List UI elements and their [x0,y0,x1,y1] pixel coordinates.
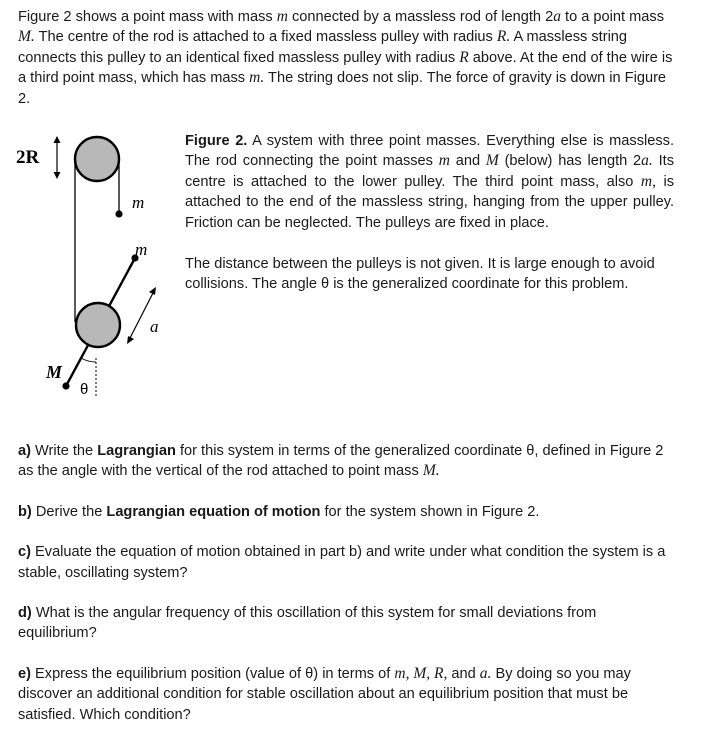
question-b-text-1: Derive the [31,503,107,520]
question-e-label: e) [18,665,31,682]
var-m: m [276,8,288,25]
dimension-2R-arrow-up [54,136,61,143]
hanging-mass [115,210,122,217]
caption-var-m: m [438,152,450,170]
label-m-rod: m [135,240,148,259]
label-a: a [150,317,159,336]
var-R-2: R [459,48,469,66]
caption-var-M: M [485,152,499,170]
dimension-2R-arrow-down [54,172,61,179]
questions-list [18,441,674,745]
intro-text-4: The centre of the rod is attached to a fixed massless pulley with radius [34,29,497,46]
question-b-text-2: for the system shown in Figure 2. [320,503,540,520]
question-a-text-2: for this system in terms of the generalized coordinate θ, defined in Figure 2 as the angle with the vertical of the rod attached to point mass [18,443,664,480]
rod-mass-M [62,382,69,389]
caption-text-1: A system with three point masses. Everything else is massless. The rod connecting the point masses [185,133,675,170]
question-c [18,542,674,583]
figure-caption [185,131,674,233]
upper-pulley [75,137,119,181]
var-R: R. [496,28,511,46]
question-d-text: What is the angular frequency of this oscillation of this system for small deviations from equilibrium? [18,605,597,642]
question-c-label: c) [18,544,31,561]
intro-text-3: to a point mass [560,9,664,25]
caption-text-5: is attached to the end of the massless string, hanging from the upper pulley. Friction can be neglected. The pulleys are fixed in place. [185,173,675,231]
label-2R: 2R [16,147,40,168]
question-e-text-2: and [447,665,480,682]
angle-arc [81,358,96,362]
question-a-label: a) [18,443,31,459]
intro-text-1: Figure 2 shows a point mass with mass [18,9,277,25]
intro-text-5: A massless string connects this pulley to an identical fixed massless pulley with radius [18,29,628,66]
question-a-text-1: Write the [30,443,98,459]
question-c-text: Evaluate the equation of motion obtained in part b) and write under what condition the system is a stable, oscillating system? [18,544,666,581]
var-a: a [553,8,561,25]
intro-text-2: connected by a massless rod of length 2 [287,9,554,25]
figure-2-diagram [8,130,178,402]
var-M: M. [18,28,35,46]
label-M: M [46,362,63,382]
question-a [18,441,674,482]
question-d-label: d) [18,605,32,622]
question-b [18,502,674,522]
caption-text-3: (below) has length 2 [498,153,642,170]
question-e-vars: m, M, R, [394,664,448,682]
intro-text-7: The string does not slip. The force of gravity is down in Figure 2. [18,70,667,107]
var-m-2: m. [249,69,265,87]
intro-paragraph [18,7,680,109]
intro-text-6: above. At the end of the wire is a third point mass, which has mass [18,49,673,87]
caption-note: The distance between the pulleys is not given. It is large enough to avoid collisions. The angle θ is the generalized coordinate for this problem. [185,256,655,293]
caption-var-m-2: m, [640,172,656,190]
caption-var-a: a. [641,152,653,170]
label-m-hanging: m [132,193,145,212]
question-a-var-M: M. [422,462,440,480]
question-e [18,664,674,725]
question-e-var-a: a. [479,664,492,682]
question-e-text-1: Express the equilibrium position (value of θ) in terms of [30,665,395,682]
question-b-label: b) [18,503,32,520]
label-theta: θ [80,381,89,398]
question-a-bold: Lagrangian [97,443,176,459]
lower-pulley [76,303,120,347]
question-e-text-3: By doing so you may discover an additional condition for stable oscillation about an equilibrium position that must be satisfied. Which condition? [18,665,631,723]
question-d [18,603,674,644]
caption-title: Figure 2. [185,133,248,149]
caption-text-2: and [449,153,486,170]
question-b-bold: Lagrangian equation of motion [106,503,321,520]
caption-text-4: Its centre is attached to the lower pulley. The third point mass, also [185,153,674,190]
